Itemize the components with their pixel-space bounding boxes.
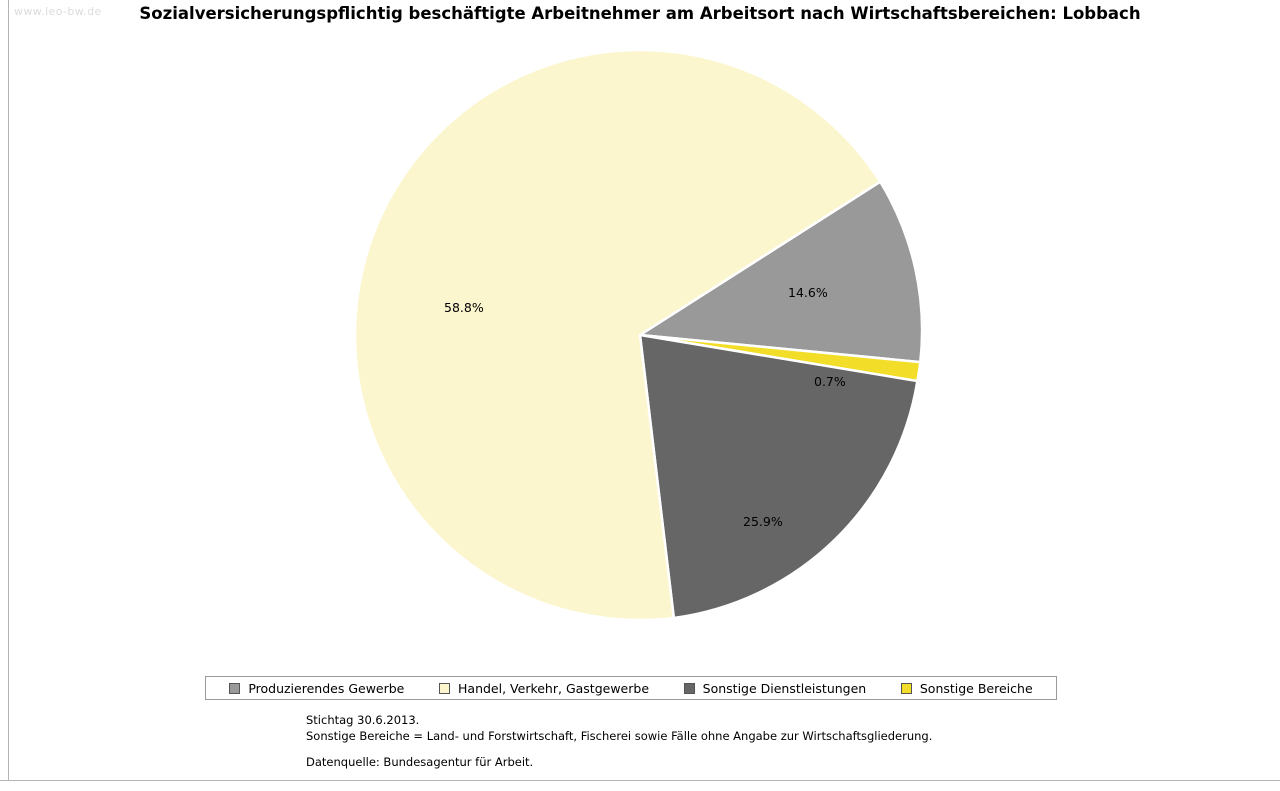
pie-chart-svg <box>350 45 930 625</box>
legend-swatch-icon <box>901 683 912 694</box>
pie-chart <box>350 45 930 625</box>
footnotes <box>306 712 932 770</box>
legend-label: Sonstige Dienstleistungen <box>702 680 867 696</box>
legend-item-sonstige-bereiche[interactable] <box>901 681 1033 696</box>
legend-item-sonstige-dienstleistungen[interactable] <box>684 681 867 696</box>
legend-swatch-icon <box>229 683 240 694</box>
legend-swatch-icon <box>684 683 695 694</box>
pie-label-sonstige-dienstleistungen: 25.9% <box>743 514 783 529</box>
pie-slice-sonstige-dienstleistungen <box>640 335 917 618</box>
legend-item-handel-verkehr-gastgewerbe[interactable] <box>439 681 649 696</box>
pie-label-sonstige-bereiche: 0.7% <box>814 374 846 389</box>
footnote-spacer <box>306 744 932 754</box>
legend-item-produzierendes-gewerbe[interactable] <box>229 681 404 696</box>
footnote-definition: Sonstige Bereiche = Land- und Forstwirtschaft, Fischerei sowie Fälle ohne Angabe zur Wirtschaftsgliederung. <box>306 729 933 743</box>
page-frame-bottom <box>0 780 1280 791</box>
footnote-stichtag: Stichtag 30.6.2013. <box>306 713 420 727</box>
page-title: Sozialversicherungspflichtig beschäftigte Arbeitnehmer am Arbeitsort nach Wirtschaftsbereichen: Lobbach <box>139 4 1141 23</box>
footnote-source: Datenquelle: Bundesagentur für Arbeit. <box>306 755 534 769</box>
pie-label-produzierendes-gewerbe: 14.6% <box>788 285 828 300</box>
legend-label: Produzierendes Gewerbe <box>248 680 405 696</box>
page-frame-left <box>0 0 9 791</box>
chart-legend <box>205 676 1057 700</box>
legend-swatch-icon <box>439 683 450 694</box>
watermark: www.leo-bw.de <box>14 5 102 18</box>
legend-label: Sonstige Bereiche <box>919 680 1033 696</box>
pie-label-handel-verkehr-gastgewerbe: 58.8% <box>444 300 484 315</box>
legend-label: Handel, Verkehr, Gastgewerbe <box>458 680 650 696</box>
